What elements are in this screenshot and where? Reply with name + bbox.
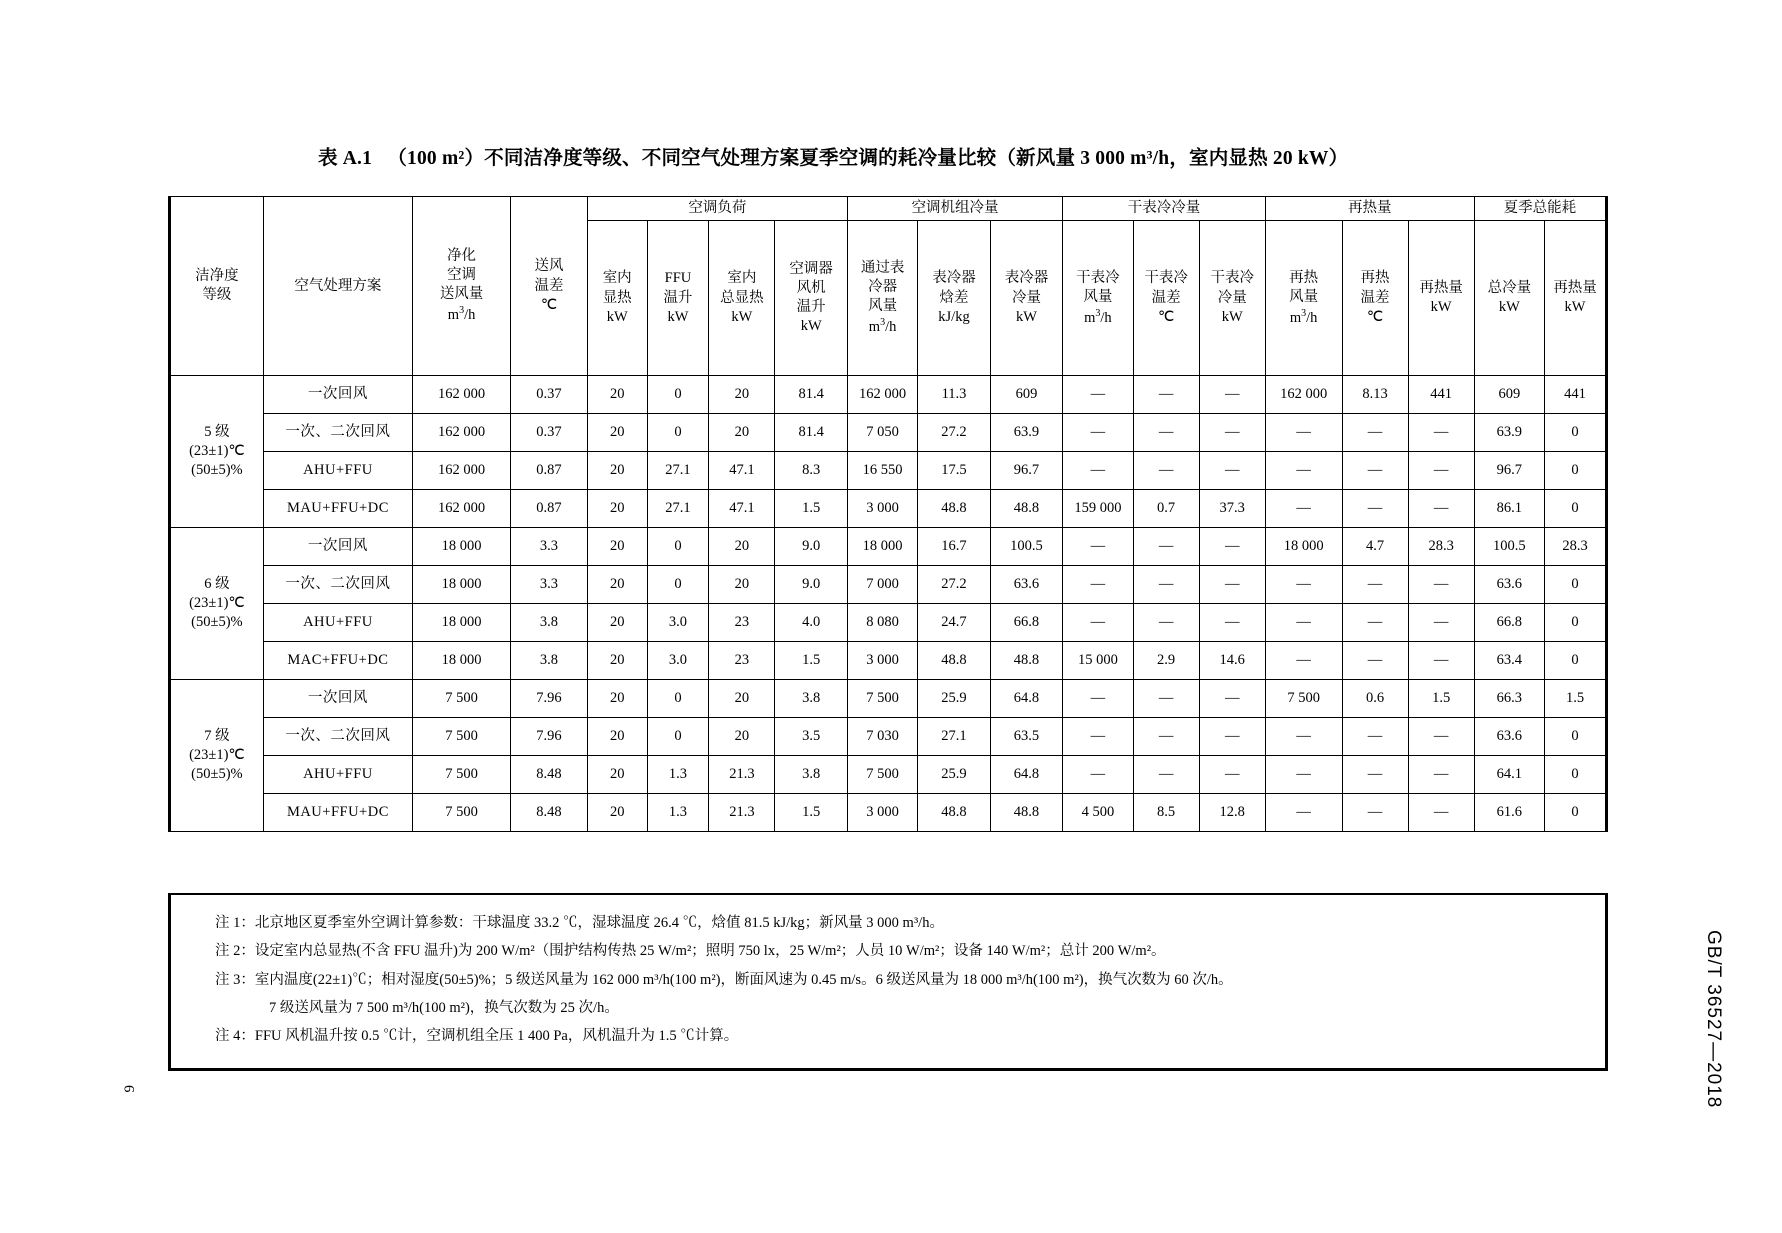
cell-value: — bbox=[1063, 528, 1133, 566]
cell-value: 86.1 bbox=[1474, 490, 1544, 528]
cell-value: — bbox=[1342, 718, 1408, 756]
cell-value: 162 000 bbox=[413, 452, 511, 490]
cell-value: — bbox=[1408, 756, 1474, 794]
cell-value: — bbox=[1133, 718, 1199, 756]
cell-value: 96.7 bbox=[1474, 452, 1544, 490]
cell-value: — bbox=[1342, 642, 1408, 680]
cell-scheme: 一次、二次回风 bbox=[263, 718, 412, 756]
cell-value: 20 bbox=[587, 718, 647, 756]
cell-value: 0 bbox=[647, 414, 709, 452]
cell-value: 63.9 bbox=[990, 414, 1062, 452]
cell-value: 441 bbox=[1545, 376, 1607, 414]
cell-value: — bbox=[1408, 414, 1474, 452]
header-supply-dt: 送风 温差 ℃ bbox=[511, 197, 588, 376]
cell-value: 100.5 bbox=[990, 528, 1062, 566]
note-label: 注 1： bbox=[215, 915, 255, 931]
cell-value: 1.5 bbox=[775, 794, 847, 832]
cell-value: 8 080 bbox=[847, 604, 917, 642]
col-dry-capacity: 干表冷 冷量 kW bbox=[1199, 221, 1265, 376]
cell-value: 27.1 bbox=[918, 718, 990, 756]
cell-value: 162 000 bbox=[1265, 376, 1342, 414]
cell-value: 63.5 bbox=[990, 718, 1062, 756]
cell-value: 4.0 bbox=[775, 604, 847, 642]
cell-value: 2.9 bbox=[1133, 642, 1199, 680]
cell-value: 18 000 bbox=[847, 528, 917, 566]
cell-value: 3.8 bbox=[775, 756, 847, 794]
cell-clean-grade: 7 级 (23±1)℃ (50±5)% bbox=[170, 680, 264, 832]
cell-value: 7 500 bbox=[847, 756, 917, 794]
cell-value: 3.3 bbox=[511, 528, 588, 566]
cell-value: — bbox=[1408, 604, 1474, 642]
cell-value: 1.5 bbox=[775, 642, 847, 680]
note-text: 7 级送风量为 7 500 m³/h(100 m²)，换气次数为 25 次/h。 bbox=[269, 999, 619, 1016]
cell-value: — bbox=[1133, 566, 1199, 604]
cell-value: 3.8 bbox=[775, 680, 847, 718]
cell-value: 18 000 bbox=[413, 604, 511, 642]
cell-value: 47.1 bbox=[709, 490, 775, 528]
table-row bbox=[170, 490, 1607, 528]
cell-value: — bbox=[1199, 414, 1265, 452]
header-supply-air: 净化 空调 送风量 $m^3/h$ bbox=[413, 197, 511, 376]
cell-value: 4 500 bbox=[1063, 794, 1133, 832]
cell-value: 0.87 bbox=[511, 490, 588, 528]
table-caption bbox=[318, 142, 1348, 170]
note-text: 北京地区夏季室外空调计算参数：干球温度 33.2 ℃，湿球温度 26.4 ℃，焓值 81.5 kJ/kg；新风量 3 000 m³/h。 bbox=[254, 915, 944, 931]
cell-value: — bbox=[1408, 642, 1474, 680]
table-caption-number: 表 A.1 bbox=[318, 148, 373, 169]
cell-scheme: MAU+FFU+DC bbox=[263, 490, 412, 528]
cell-value: 23 bbox=[709, 642, 775, 680]
col-indoor-sensible: 室内 显热 kW bbox=[587, 221, 647, 376]
cell-value: 1.5 bbox=[1545, 680, 1607, 718]
note-text: 设定室内总显热(不含 FFU 温升)为 200 W/m²（围护结构传热 25 W/m²；照明 750 lx，25 W/m²；人员 10 W/m²；设备 140 W/m²；总计 200 W/m²。 bbox=[254, 943, 1166, 960]
cell-value: 3.0 bbox=[647, 642, 709, 680]
cell-value: 3 000 bbox=[847, 642, 917, 680]
cell-value: 609 bbox=[1474, 376, 1544, 414]
cell-value: 37.3 bbox=[1199, 490, 1265, 528]
cell-scheme: AHU+FFU bbox=[263, 604, 412, 642]
cell-value: 63.9 bbox=[1474, 414, 1544, 452]
table-row bbox=[170, 604, 1607, 642]
cell-value: — bbox=[1265, 490, 1342, 528]
cell-value: — bbox=[1133, 414, 1199, 452]
cell-value: 25.9 bbox=[918, 756, 990, 794]
cell-value: — bbox=[1199, 528, 1265, 566]
cell-value: 64.8 bbox=[990, 680, 1062, 718]
cell-value: 48.8 bbox=[990, 490, 1062, 528]
header-scheme: 空气处理方案 bbox=[263, 197, 412, 376]
cell-value: 0.7 bbox=[1133, 490, 1199, 528]
table-row bbox=[170, 718, 1607, 756]
cell-value: 0 bbox=[1545, 718, 1607, 756]
cell-value: — bbox=[1265, 794, 1342, 832]
cell-value: — bbox=[1133, 680, 1199, 718]
note-line bbox=[171, 966, 1605, 994]
cell-value: — bbox=[1265, 566, 1342, 604]
table-body bbox=[170, 376, 1607, 832]
col-indoor-total-sensible: 室内 总显热 kW bbox=[709, 221, 775, 376]
cell-value: 15 000 bbox=[1063, 642, 1133, 680]
note-label: 注 3： bbox=[215, 971, 255, 988]
cell-value: 0 bbox=[1545, 756, 1607, 794]
cell-value: 48.8 bbox=[990, 642, 1062, 680]
cell-value: 441 bbox=[1408, 376, 1474, 414]
cell-value: 3 000 bbox=[847, 794, 917, 832]
cell-value: 66.8 bbox=[1474, 604, 1544, 642]
cell-value: 3.8 bbox=[511, 642, 588, 680]
note-text: FFU 风机温升按 0.5 ℃计，空调机组全压 1 400 Pa，风机温升为 1.5 ℃计算。 bbox=[254, 1028, 739, 1045]
cell-value: 63.6 bbox=[990, 566, 1062, 604]
cell-value: 18 000 bbox=[413, 528, 511, 566]
cell-scheme: MAC+FFU+DC bbox=[263, 642, 412, 680]
cell-value: 20 bbox=[587, 414, 647, 452]
cell-value: 0 bbox=[1545, 794, 1607, 832]
cell-value: 609 bbox=[990, 376, 1062, 414]
cell-scheme: AHU+FFU bbox=[263, 452, 412, 490]
cell-value: 7 000 bbox=[847, 566, 917, 604]
cell-value: 18 000 bbox=[413, 566, 511, 604]
note-line bbox=[171, 994, 1605, 1022]
cell-value: 8.48 bbox=[511, 794, 588, 832]
cell-value: — bbox=[1199, 376, 1265, 414]
cell-value: — bbox=[1199, 452, 1265, 490]
cell-value: 1.5 bbox=[1408, 680, 1474, 718]
cell-value: 48.8 bbox=[918, 642, 990, 680]
cell-value: 162 000 bbox=[413, 490, 511, 528]
cell-clean-grade: 6 级 (23±1)℃ (50±5)% bbox=[170, 528, 264, 680]
cell-value: 1.3 bbox=[647, 756, 709, 794]
cell-value: 0 bbox=[1545, 604, 1607, 642]
cell-value: 1.3 bbox=[647, 794, 709, 832]
cell-value: 0 bbox=[647, 566, 709, 604]
cell-value: 4.7 bbox=[1342, 528, 1408, 566]
col-reheat-capacity: 再热量 kW bbox=[1408, 221, 1474, 376]
cell-value: 48.8 bbox=[918, 490, 990, 528]
cell-value: 27.1 bbox=[647, 490, 709, 528]
cell-value: 61.6 bbox=[1474, 794, 1544, 832]
cell-value: 3.0 bbox=[647, 604, 709, 642]
col-coil-capacity: 表冷器 冷量 kW bbox=[990, 221, 1062, 376]
cell-value: 28.3 bbox=[1545, 528, 1607, 566]
cell-value: — bbox=[1133, 376, 1199, 414]
table-row bbox=[170, 452, 1607, 490]
cell-scheme: AHU+FFU bbox=[263, 756, 412, 794]
note-label: 注 4： bbox=[215, 1028, 255, 1045]
note-line bbox=[171, 909, 1605, 937]
table-container bbox=[168, 196, 1608, 832]
cell-value: 27.1 bbox=[647, 452, 709, 490]
col-fan-rise: 空调器 风机 温升 kW bbox=[775, 221, 847, 376]
header-clean-grade: 洁净度 等级 bbox=[170, 197, 264, 376]
cell-value: 20 bbox=[587, 680, 647, 718]
cell-value: 20 bbox=[587, 376, 647, 414]
cell-value: — bbox=[1199, 566, 1265, 604]
cell-value: 63.4 bbox=[1474, 642, 1544, 680]
cell-value: — bbox=[1408, 794, 1474, 832]
col-coil-airflow: 通过表 冷器 风量 $m^3/h$ bbox=[847, 221, 917, 376]
cell-value: — bbox=[1342, 452, 1408, 490]
cell-value: 162 000 bbox=[413, 414, 511, 452]
cell-value: 0 bbox=[647, 376, 709, 414]
cell-value: 25.9 bbox=[918, 680, 990, 718]
cell-value: 63.6 bbox=[1474, 718, 1544, 756]
cell-value: — bbox=[1342, 490, 1408, 528]
cell-value: 162 000 bbox=[413, 376, 511, 414]
cell-value: — bbox=[1063, 376, 1133, 414]
cell-value: 17.5 bbox=[918, 452, 990, 490]
cell-value: 7 500 bbox=[413, 794, 511, 832]
cell-value: — bbox=[1199, 718, 1265, 756]
cell-value: 28.3 bbox=[1408, 528, 1474, 566]
cell-value: — bbox=[1063, 414, 1133, 452]
cell-value: 16.7 bbox=[918, 528, 990, 566]
note-line bbox=[171, 1022, 1605, 1050]
cell-value: 7 050 bbox=[847, 414, 917, 452]
cell-value: 20 bbox=[587, 566, 647, 604]
cell-value: 7 030 bbox=[847, 718, 917, 756]
cell-value: 66.3 bbox=[1474, 680, 1544, 718]
cell-value: 11.3 bbox=[918, 376, 990, 414]
cell-value: — bbox=[1342, 414, 1408, 452]
cell-clean-grade: 5 级 (23±1)℃ (50±5)% bbox=[170, 376, 264, 528]
cell-value: — bbox=[1342, 756, 1408, 794]
cell-value: 7 500 bbox=[413, 756, 511, 794]
cell-value: — bbox=[1063, 756, 1133, 794]
cell-value: 63.6 bbox=[1474, 566, 1544, 604]
note-line bbox=[171, 937, 1605, 965]
cell-value: 64.1 bbox=[1474, 756, 1544, 794]
cell-value: — bbox=[1133, 604, 1199, 642]
group-header-ahu-cooling: 空调机组冷量 bbox=[847, 197, 1062, 221]
cell-value: 0.6 bbox=[1342, 680, 1408, 718]
table-row bbox=[170, 528, 1607, 566]
cell-value: — bbox=[1199, 680, 1265, 718]
cell-value: 9.0 bbox=[775, 566, 847, 604]
cell-value: 8.5 bbox=[1133, 794, 1199, 832]
cell-value: — bbox=[1199, 604, 1265, 642]
cell-value: 24.7 bbox=[918, 604, 990, 642]
table-caption-text: （100 m²）不同洁净度等级、不同空气处理方案夏季空调的耗冷量比较（新风量 3 000 m³/h，室内显热 20 kW） bbox=[387, 148, 1349, 169]
cell-value: 18 000 bbox=[1265, 528, 1342, 566]
cell-value: 66.8 bbox=[990, 604, 1062, 642]
table-row bbox=[170, 414, 1607, 452]
cell-value: — bbox=[1408, 566, 1474, 604]
cell-scheme: 一次、二次回风 bbox=[263, 566, 412, 604]
cell-scheme: MAU+FFU+DC bbox=[263, 794, 412, 832]
cell-value: 20 bbox=[709, 528, 775, 566]
col-dry-airflow: 干表冷 风量 $m^3/h$ bbox=[1063, 221, 1133, 376]
cell-value: 20 bbox=[709, 414, 775, 452]
cell-value: 23 bbox=[709, 604, 775, 642]
cell-value: 100.5 bbox=[1474, 528, 1544, 566]
cell-value: 20 bbox=[587, 528, 647, 566]
cell-value: 8.13 bbox=[1342, 376, 1408, 414]
cell-value: 3 000 bbox=[847, 490, 917, 528]
cell-value: — bbox=[1265, 604, 1342, 642]
cell-value: 0 bbox=[1545, 490, 1607, 528]
table-group-header-row bbox=[170, 197, 1607, 221]
col-reheat-airflow: 再热 风量 $m^3/h$ bbox=[1265, 221, 1342, 376]
cell-value: 20 bbox=[587, 452, 647, 490]
cell-value: 0 bbox=[647, 718, 709, 756]
cell-value: 162 000 bbox=[847, 376, 917, 414]
cell-value: — bbox=[1342, 794, 1408, 832]
cell-value: — bbox=[1133, 452, 1199, 490]
cell-value: — bbox=[1133, 756, 1199, 794]
cell-value: 20 bbox=[587, 794, 647, 832]
cell-value: 16 550 bbox=[847, 452, 917, 490]
cell-value: 81.4 bbox=[775, 376, 847, 414]
cell-value: 20 bbox=[709, 718, 775, 756]
group-header-dry-coil: 干表冷冷量 bbox=[1063, 197, 1266, 221]
cell-value: 47.1 bbox=[709, 452, 775, 490]
cell-value: — bbox=[1063, 604, 1133, 642]
cell-value: — bbox=[1063, 718, 1133, 756]
cell-value: 20 bbox=[587, 642, 647, 680]
group-header-ac-load: 空调负荷 bbox=[587, 197, 847, 221]
cell-value: — bbox=[1408, 452, 1474, 490]
cell-value: — bbox=[1408, 490, 1474, 528]
cell-value: 0 bbox=[647, 528, 709, 566]
cell-value: 27.2 bbox=[918, 566, 990, 604]
cell-value: — bbox=[1265, 642, 1342, 680]
col-dry-dt: 干表冷 温差 ℃ bbox=[1133, 221, 1199, 376]
cell-value: 48.8 bbox=[918, 794, 990, 832]
cell-value: 20 bbox=[709, 566, 775, 604]
col-total-cooling: 总冷量 kW bbox=[1474, 221, 1544, 376]
cell-value: 3.8 bbox=[511, 604, 588, 642]
table-row bbox=[170, 566, 1607, 604]
cell-scheme: 一次回风 bbox=[263, 680, 412, 718]
cell-value: 81.4 bbox=[775, 414, 847, 452]
table-row bbox=[170, 794, 1607, 832]
cell-value: — bbox=[1265, 414, 1342, 452]
cell-scheme: 一次回风 bbox=[263, 528, 412, 566]
comparison-table bbox=[168, 196, 1608, 832]
cell-value: — bbox=[1265, 756, 1342, 794]
cell-value: 9.0 bbox=[775, 528, 847, 566]
cell-value: 7 500 bbox=[1265, 680, 1342, 718]
cell-value: 8.3 bbox=[775, 452, 847, 490]
table-row bbox=[170, 642, 1607, 680]
page-folio: 9 bbox=[122, 1085, 138, 1093]
table-row bbox=[170, 680, 1607, 718]
cell-value: 159 000 bbox=[1063, 490, 1133, 528]
cell-value: 0.37 bbox=[511, 376, 588, 414]
cell-value: 0.37 bbox=[511, 414, 588, 452]
cell-value: 8.48 bbox=[511, 756, 588, 794]
cell-value: 96.7 bbox=[990, 452, 1062, 490]
cell-scheme: 一次、二次回风 bbox=[263, 414, 412, 452]
cell-value: — bbox=[1063, 566, 1133, 604]
note-text: 室内温度(22±1)℃；相对湿度(50±5)%；5 级送风量为 162 000 m³/h(100 m²)，断面风速为 0.45 m/s。6 级送风量为 18 000 m³/h(100 m²)，换气次数为 60 次/h。 bbox=[254, 971, 1233, 988]
cell-value: — bbox=[1342, 604, 1408, 642]
cell-value: 0 bbox=[1545, 566, 1607, 604]
cell-value: 0 bbox=[1545, 642, 1607, 680]
cell-value: — bbox=[1408, 718, 1474, 756]
cell-value: 1.5 bbox=[775, 490, 847, 528]
col-ffu-rise: FFU 温升 kW bbox=[647, 221, 709, 376]
cell-value: 3.3 bbox=[511, 566, 588, 604]
cell-value: — bbox=[1199, 756, 1265, 794]
cell-value: 21.3 bbox=[709, 794, 775, 832]
cell-value: 7.96 bbox=[511, 718, 588, 756]
cell-value: 0 bbox=[1545, 414, 1607, 452]
cell-value: 64.8 bbox=[990, 756, 1062, 794]
cell-value: 20 bbox=[709, 376, 775, 414]
cell-value: 18 000 bbox=[413, 642, 511, 680]
note-label: 注 2： bbox=[215, 943, 255, 960]
cell-value: — bbox=[1342, 566, 1408, 604]
col-total-reheat: 再热量 kW bbox=[1545, 221, 1607, 376]
cell-value: 14.6 bbox=[1199, 642, 1265, 680]
cell-value: 12.8 bbox=[1199, 794, 1265, 832]
cell-value: — bbox=[1063, 452, 1133, 490]
table-row bbox=[170, 756, 1607, 794]
cell-value: 7.96 bbox=[511, 680, 588, 718]
cell-value: 0 bbox=[1545, 452, 1607, 490]
cell-value: — bbox=[1063, 680, 1133, 718]
cell-value: 21.3 bbox=[709, 756, 775, 794]
cell-value: — bbox=[1133, 528, 1199, 566]
cell-scheme: 一次回风 bbox=[263, 376, 412, 414]
group-header-total-energy: 夏季总能耗 bbox=[1474, 197, 1606, 221]
cell-value: 7 500 bbox=[413, 718, 511, 756]
cell-value: 20 bbox=[587, 490, 647, 528]
cell-value: — bbox=[1265, 452, 1342, 490]
standard-number: GB/T 36527—2018 bbox=[1703, 930, 1724, 1109]
col-reheat-dt: 再热 温差 ℃ bbox=[1342, 221, 1408, 376]
cell-value: 0 bbox=[647, 680, 709, 718]
cell-value: — bbox=[1265, 718, 1342, 756]
cell-value: 20 bbox=[587, 604, 647, 642]
cell-value: 27.2 bbox=[918, 414, 990, 452]
cell-value: 20 bbox=[587, 756, 647, 794]
cell-value: 7 500 bbox=[847, 680, 917, 718]
cell-value: 48.8 bbox=[990, 794, 1062, 832]
col-coil-enthalpy: 表冷器 焓差 kJ/kg bbox=[918, 221, 990, 376]
cell-value: 20 bbox=[709, 680, 775, 718]
group-header-reheat: 再热量 bbox=[1265, 197, 1474, 221]
cell-value: 0.87 bbox=[511, 452, 588, 490]
cell-value: 7 500 bbox=[413, 680, 511, 718]
notes-block bbox=[168, 893, 1608, 1071]
table-row bbox=[170, 376, 1607, 414]
cell-value: 3.5 bbox=[775, 718, 847, 756]
